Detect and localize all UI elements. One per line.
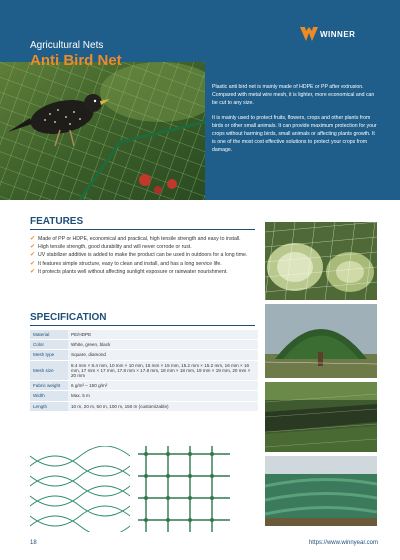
specification-divider [30,325,255,326]
page-title: Anti Bird Net [30,52,122,69]
check-icon: ✔ [30,236,36,242]
table-row: Material PE/HDPE [30,330,258,340]
intro-text [212,83,378,161]
photo-net-field-rows [265,456,377,526]
specification-table [30,330,258,412]
feature-item: ✔ UV stabilizer additive is added to make the product can be used in outdoors for a long time. [30,252,248,259]
photo-net-over-tree [265,304,377,378]
feature-item: ✔ Made of PP or HDPE, economical and practical, high tensile strength and easy to install. [30,236,241,242]
check-icon: ✔ [30,260,36,267]
table-row: Mesh size 8.4 mm × 8.4 mm, 10 mm × 10 mm, 15 mm × 15 mm, 15.2 mm × 15.2 mm, 16 mm × 16 mm, 17 mm × 17 mm, 17.8 mm × 17.8 mm, 18 mm × 18 mm, 19 mm × 19 mm, 20 mm × 20 mm [30,360,258,381]
table-row: Length 10 m, 20 m, 50 m, 100 m, 150 m (customizable) [30,401,258,411]
specification-heading: SPECIFICATION [30,312,107,323]
brand-logo [300,27,355,41]
features-heading: FEATURES [30,216,84,227]
logo-mark-icon [300,27,318,41]
table-row: Color White, green, black [30,340,258,350]
website-link[interactable]: https://www.winnyear.com [308,540,378,546]
sample-diamond-mesh-image [30,446,130,532]
category-label: Agricultural Nets [30,40,104,51]
check-icon: ✔ [30,244,36,251]
table-row: Fabric weight 6 g/m² – 150 g/m² [30,381,258,391]
features-divider [30,229,255,230]
logo-text: WINNER [320,29,356,39]
feature-item: ✔ High tensile strength, good durability and will never corrode or rust. [30,244,192,251]
sample-square-mesh-image [138,446,230,532]
photo-net-on-cabbage [265,222,377,300]
hero-photo-bird-on-net [0,62,205,200]
table-row: Mesh type Square, diamond [30,350,258,360]
photo-net-over-garden-beds [265,382,377,452]
intro-paragraph-2: It is mainly used to protect fruits, flowers, crops and other plants from birds or other small animals. It can provide maximum protection for your crops without harming birds, small animals or affecting plants growth. It is one of the most cost effective solutions to protect your crops from damage. [212,115,377,153]
table-row: Width Max. 5 m [30,391,258,401]
feature-item: ✔ It protects plants well without affecting sunlight exposure or rainwater nourishment. [30,268,228,275]
page-number: 18 [30,540,37,546]
check-icon: ✔ [30,252,36,259]
feature-item: ✔ It features simple structure, easy to clean and install, and has a long service life. [30,260,222,267]
intro-paragraph-1: Plastic anti bird net is mainly made of HDPE or PP after extrusion. Compared with metal wire mesh, it is lighter, more economical and can be cut to any size. [212,84,375,106]
check-icon: ✔ [30,268,36,275]
features-list [30,235,258,276]
